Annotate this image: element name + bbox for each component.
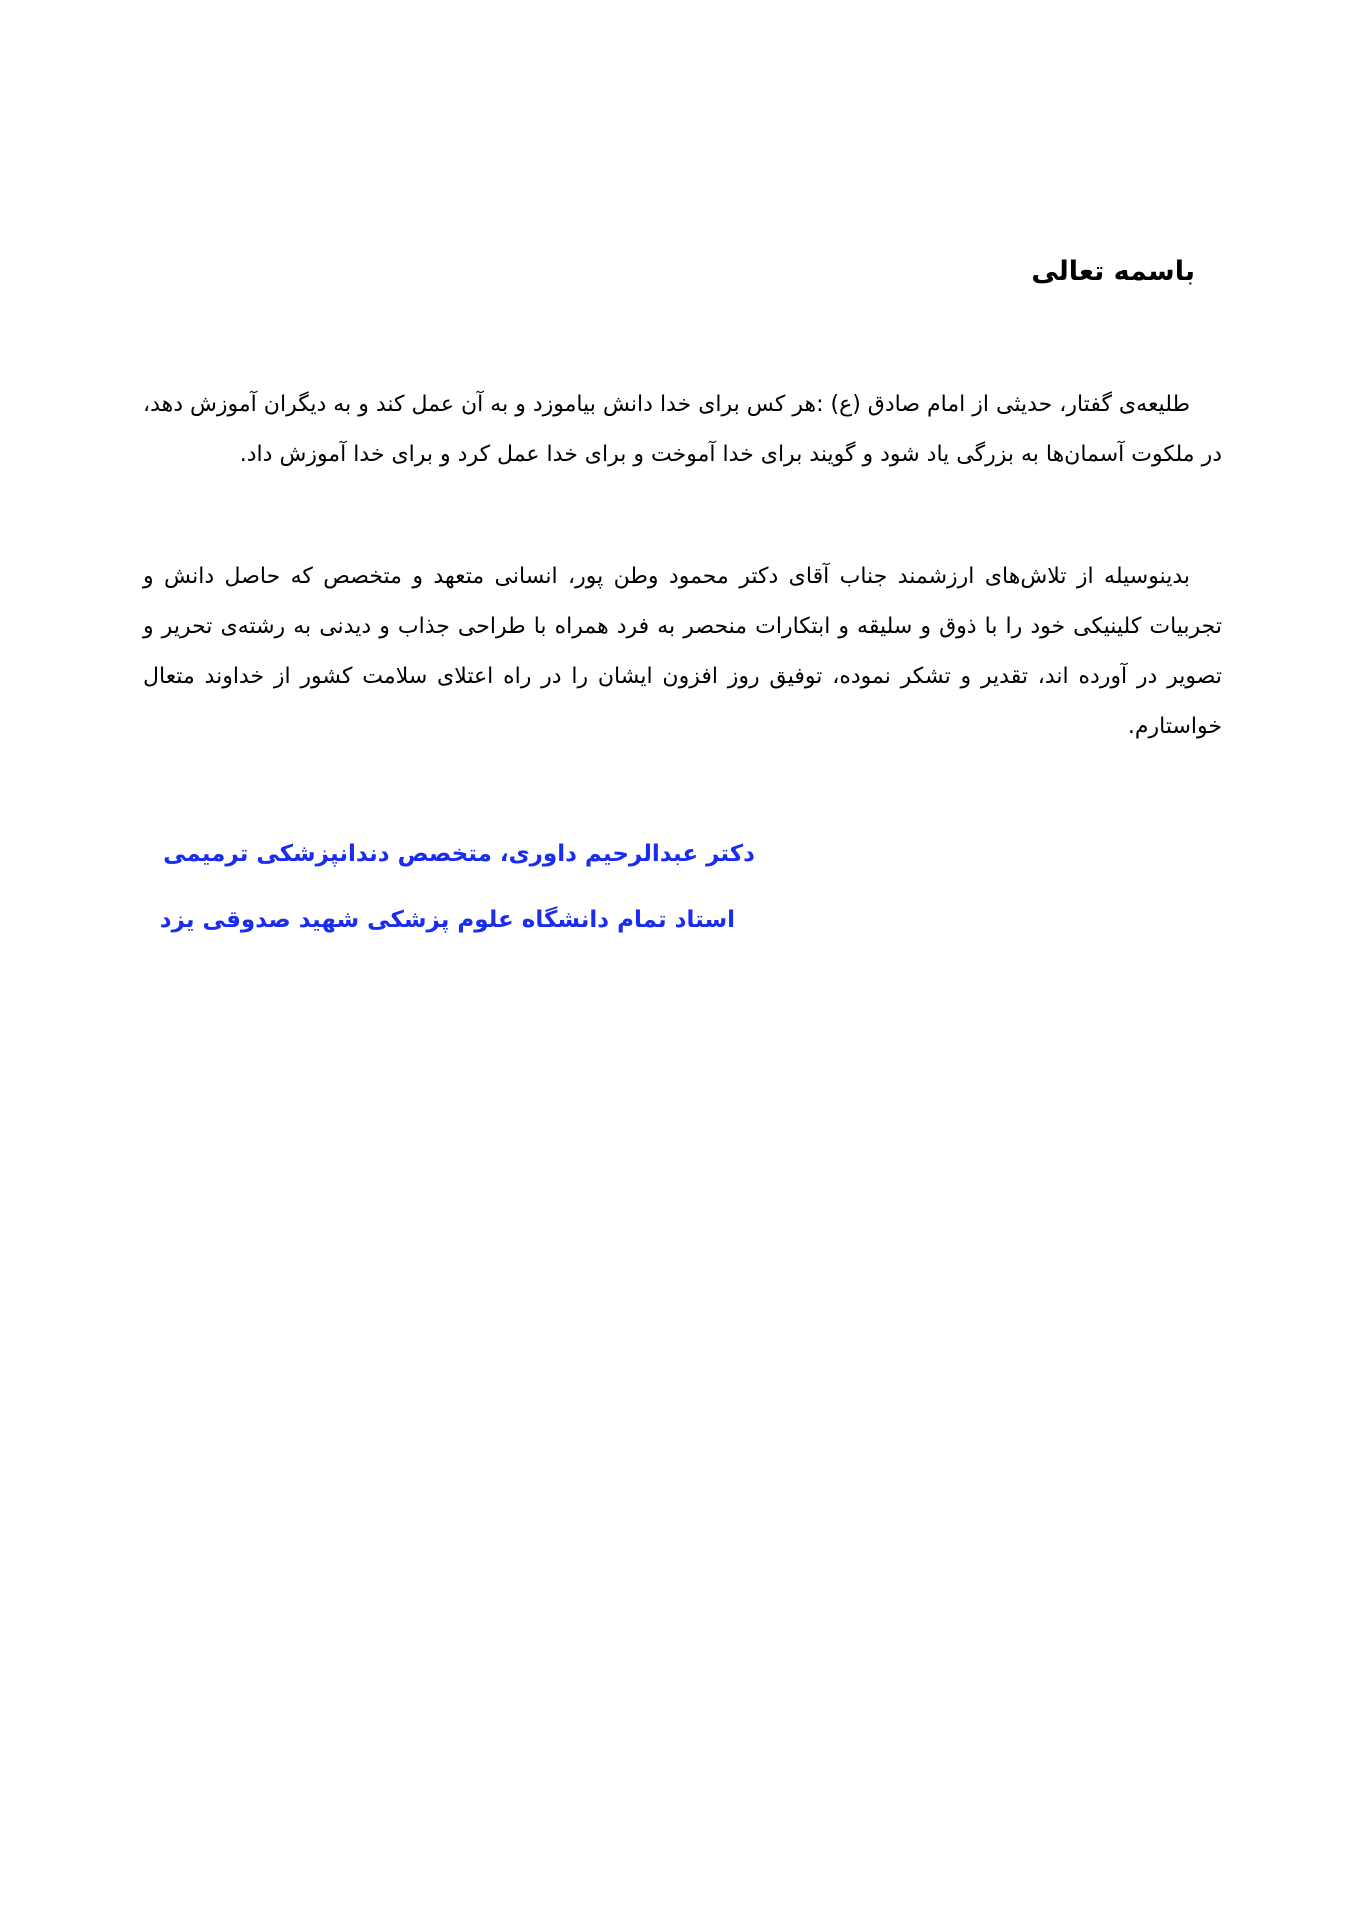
signature-name: دکتر عبدالرحیم داوری، متخصص دندانپزشکی ترمیمی [163, 841, 755, 867]
page-title: باسمه تعالی [1031, 256, 1195, 287]
paragraph-acknowledgement [143, 552, 1222, 752]
paragraph-text: بدینوسیله از تلاش‌های ارزشمند جناب آقای دکتر محمود وطن پور، انسانی متعهد و متخصص که حاصل دانش و تجربیات کلینیکی خود را با ذوق و سلیقه و ابتکارات منحصر به فرد همراه با طراحی جذاب و دیدنی به رشته‌ی تحریر و تصویر در آورده اند، تقدیر و تشکر نموده، توفیق روز افزون ایشان را در راه اعتلای سلامت کشور از خداوند متعال خواستارم. [143, 564, 1222, 739]
paragraph-hadith [143, 380, 1222, 480]
paragraph-text: طلیعه‌ی گفتار، حدیثی از امام صادق (ع) :هر کس برای خدا دانش بیاموزد و به آن عمل کند و به دیگران آموزش دهد، در ملکوت آسمان‌ها به بزرگی یاد شود و گویند برای خدا آموخت و برای خدا عمل کرد و برای خدا آموزش داد. [143, 392, 1222, 467]
signature-affiliation: استاد تمام دانشگاه علوم پزشکی شهید صدوقی یزد [159, 907, 735, 933]
